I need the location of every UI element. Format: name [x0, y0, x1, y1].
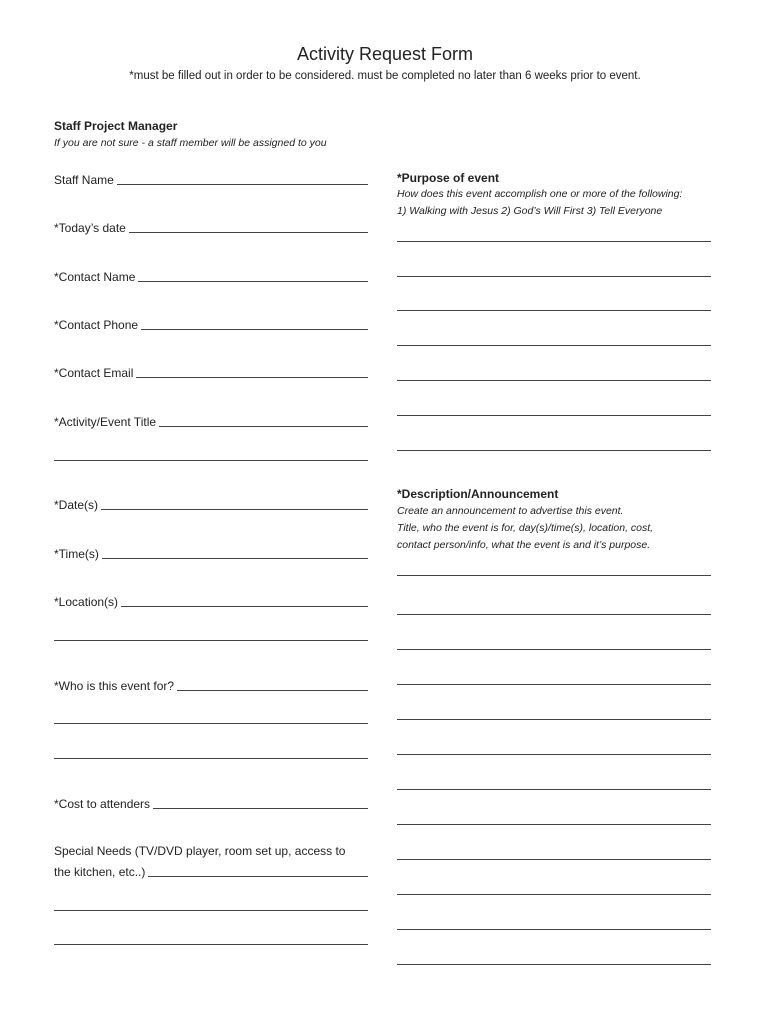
locations-extra-line[interactable] — [54, 640, 368, 641]
times-line — [102, 558, 368, 559]
purpose-line-3[interactable] — [397, 310, 711, 311]
special-needs-field[interactable] — [54, 863, 368, 879]
description-note-line2: Title, who the event is for, day(s)/time(s), location, cost, — [397, 522, 654, 534]
staff-name-line — [117, 184, 368, 185]
purpose-line-7[interactable] — [397, 450, 711, 451]
description-line-3[interactable] — [397, 649, 711, 650]
who-for-extra-line-2[interactable] — [54, 758, 368, 759]
description-line-11[interactable] — [397, 929, 711, 930]
purpose-line-6[interactable] — [397, 415, 711, 416]
who-for-line — [177, 690, 368, 691]
purpose-line-5[interactable] — [397, 380, 711, 381]
event-title-label: *Activity/Event Title — [54, 415, 157, 429]
todays-date-field[interactable] — [54, 219, 368, 235]
description-line-12[interactable] — [397, 964, 711, 965]
contact-name-field[interactable] — [54, 268, 368, 284]
dates-line — [101, 509, 368, 510]
special-needs-extra-line-2[interactable] — [54, 944, 368, 945]
who-for-extra-line-1[interactable] — [54, 723, 368, 724]
event-title-extra-line[interactable] — [54, 460, 368, 461]
dates-label: *Date(s) — [54, 498, 99, 512]
description-line-5[interactable] — [397, 719, 711, 720]
todays-date-line — [129, 232, 368, 233]
description-line-9[interactable] — [397, 859, 711, 860]
event-title-field[interactable] — [54, 413, 368, 429]
purpose-line-2[interactable] — [397, 276, 711, 277]
cost-line — [153, 808, 368, 809]
special-needs-line — [148, 876, 368, 877]
description-note-line1: Create an announcement to advertise this event. — [397, 505, 624, 517]
event-title-line — [159, 426, 368, 427]
description-line-10[interactable] — [397, 894, 711, 895]
description-line-4[interactable] — [397, 684, 711, 685]
contact-email-label: *Contact Email — [54, 366, 134, 380]
description-line-6[interactable] — [397, 754, 711, 755]
locations-line — [121, 606, 368, 607]
staff-name-label: Staff Name — [54, 173, 114, 187]
locations-field[interactable] — [54, 593, 368, 609]
description-line-7[interactable] — [397, 789, 711, 790]
description-line-1[interactable] — [397, 575, 711, 576]
purpose-note-line1: How does this event accomplish one or more of the following: — [397, 188, 683, 200]
form-title: Activity Request Form — [296, 44, 474, 64]
contact-email-field[interactable] — [54, 364, 368, 380]
form-subtitle: *must be filled out in order to be considered. must be completed no later than 6 weeks prior to event. — [129, 70, 641, 82]
contact-name-line — [138, 281, 368, 282]
who-for-field[interactable] — [54, 677, 368, 693]
contact-phone-line — [141, 329, 368, 330]
contact-name-label: *Contact Name — [54, 270, 136, 284]
special-needs-extra-line-1[interactable] — [54, 910, 368, 911]
dates-field[interactable] — [54, 496, 368, 512]
description-line-2[interactable] — [397, 614, 711, 615]
purpose-line-4[interactable] — [397, 345, 711, 346]
times-field[interactable] — [54, 545, 368, 561]
cost-field[interactable] — [54, 795, 368, 811]
staff-name-field[interactable] — [54, 171, 368, 187]
description-line-8[interactable] — [397, 824, 711, 825]
cost-label: *Cost to attenders — [54, 797, 151, 811]
contact-phone-field[interactable] — [54, 316, 368, 332]
purpose-note-line2: 1) Walking with Jesus 2) God’s Will First 3) Tell Everyone — [397, 205, 663, 217]
staff-manager-heading: Staff Project Manager — [54, 119, 178, 133]
description-note-line3: contact person/info, what the event is and it’s purpose. — [397, 539, 651, 551]
staff-manager-note: If you are not sure - a staff member will be assigned to you — [54, 137, 327, 149]
contact-email-line — [136, 377, 368, 378]
times-label: *Time(s) — [54, 547, 99, 561]
purpose-heading: *Purpose of event — [397, 171, 500, 185]
description-heading: *Description/Announcement — [397, 487, 559, 501]
contact-phone-label: *Contact Phone — [54, 318, 139, 332]
special-needs-label-line1: Special Needs (TV/DVD player, room set up, access to — [54, 844, 346, 858]
locations-label: *Location(s) — [54, 595, 119, 609]
purpose-line-1[interactable] — [397, 241, 711, 242]
who-for-label: *Who is this event for? — [54, 679, 175, 693]
special-needs-label-line2: the kitchen, etc..) — [54, 865, 146, 879]
todays-date-label: *Today’s date — [54, 221, 126, 235]
